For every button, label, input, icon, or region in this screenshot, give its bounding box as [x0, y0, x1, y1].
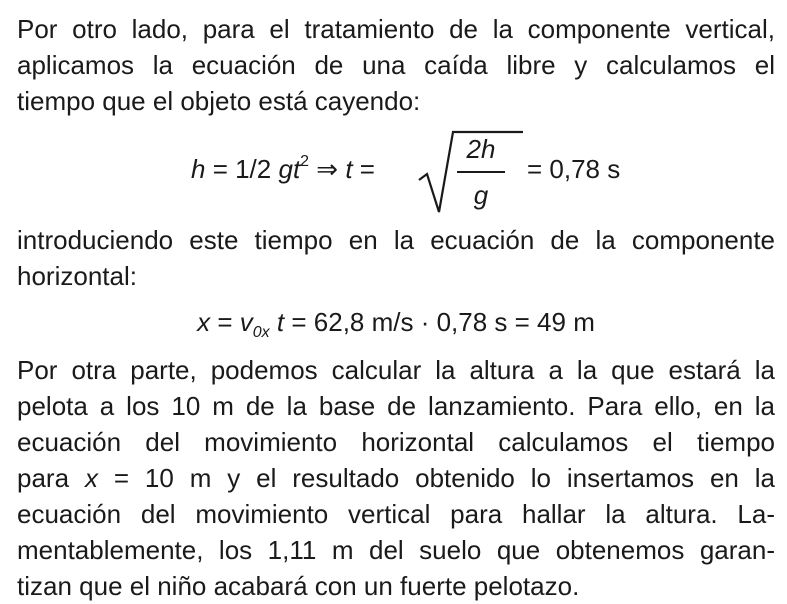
- equals-sign: =: [210, 307, 240, 337]
- text-line: tiempo que el objeto está cayendo:: [17, 86, 421, 116]
- equation-lhs: [191, 154, 375, 185]
- equation-rest: = 62,8 m/s · 0,78 s = 49 m: [284, 307, 595, 337]
- equals-sign: =: [352, 154, 375, 184]
- paragraph-vertical-component: [17, 11, 775, 119]
- equation-free-fall: [17, 128, 775, 218]
- exponent: 2: [300, 153, 310, 170]
- fraction-numerator: 2h: [466, 134, 496, 164]
- text-line: horizontal:: [17, 261, 137, 291]
- var-g: g: [278, 154, 293, 184]
- paragraph-horizontal-intro: [17, 222, 775, 294]
- text-line: Por otra parte, podemos calcular la altura a la que estará la: [17, 355, 775, 385]
- var-t: t: [269, 307, 285, 337]
- text-line: introduciendo este tiempo en la ecuación de la componente: [17, 225, 775, 255]
- var-x: x: [84, 463, 98, 493]
- text-line: mentablemente, los 1,11 m del suelo que obtenemos garan-: [17, 535, 775, 565]
- fraction-denominator: g: [473, 180, 489, 210]
- equation-rhs: = 0,78 s: [527, 154, 621, 184]
- var-v: v: [239, 307, 253, 337]
- equation-text: = 1/2: [205, 154, 279, 184]
- text-line-with-variable: [17, 460, 775, 496]
- subscript: 0x: [252, 324, 270, 341]
- var-t: t: [292, 154, 301, 184]
- var-h: h: [191, 154, 206, 184]
- var-t: t: [345, 154, 353, 184]
- text-line: Por otro lado, para el tratamiento de la componente vertical,: [17, 14, 775, 44]
- text-line: tizan que el niño acabará con un fuerte pelotazo.: [17, 571, 580, 601]
- var-x: x: [197, 307, 211, 337]
- text-line: ecuación del movimiento horizontal calculamos el tiempo: [17, 427, 775, 457]
- text-line: pelota a los 10 m de la base de lanzamiento. Para ello, en la: [17, 391, 775, 421]
- text-line: aplicamos la ecuación de una caída libre y calculamos el: [17, 50, 775, 80]
- implies-arrow: ⇒: [309, 154, 346, 184]
- fraction: [457, 131, 505, 213]
- paragraph-height-calculation: [17, 352, 775, 604]
- equation-horizontal-distance: [17, 307, 775, 341]
- text-segment: para: [17, 463, 85, 493]
- fraction-bar: [457, 171, 505, 173]
- text-segment: = 10 m y el resultado obtenido lo insertamos en la: [97, 463, 775, 493]
- text-line: ecuación del movimiento vertical para hallar la altura. La-: [17, 499, 775, 529]
